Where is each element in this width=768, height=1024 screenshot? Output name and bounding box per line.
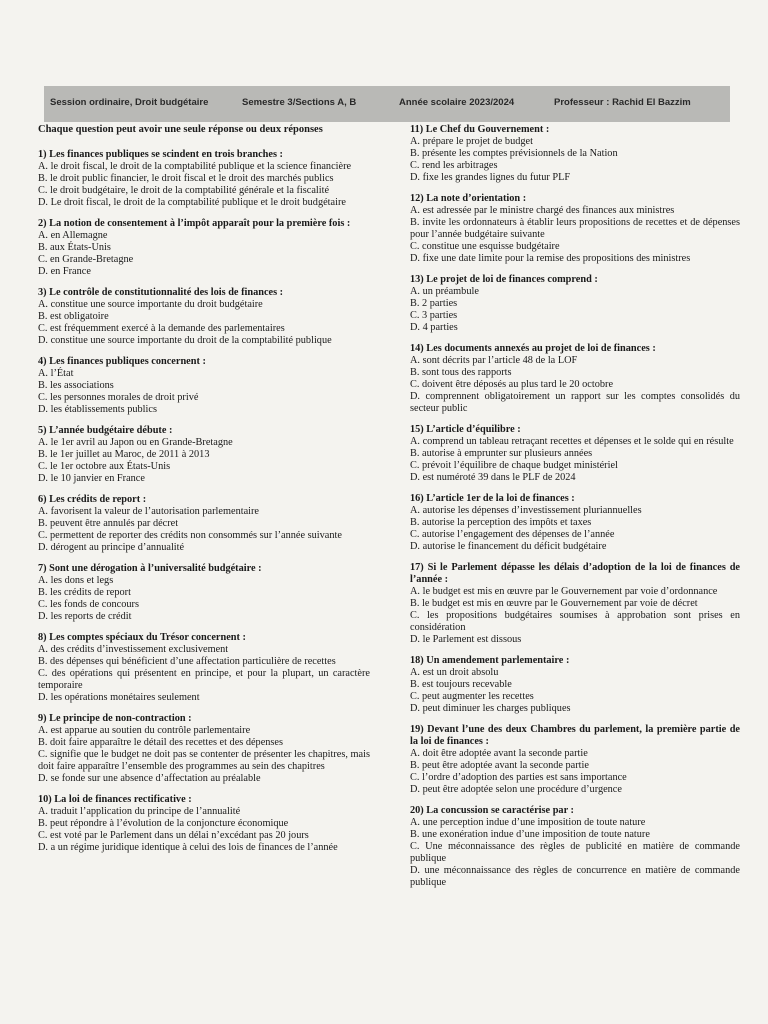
answer-option: D. les opérations monétaires seulement <box>38 692 200 703</box>
answer-option: C. les propositions budgétaires soumises à approbation sont prises en considération <box>410 610 740 633</box>
answer-option: A. le budget est mis en œuvre par le Gouvernement par voie d’ordonnance <box>410 586 718 597</box>
answer-option: A. constitue une source importante du droit budgétaire <box>38 299 263 310</box>
answer-option: A. un préambule <box>410 286 479 297</box>
question-block <box>410 493 740 553</box>
answer-option: D. autorise le financement du déficit budgétaire <box>410 541 607 552</box>
answer-option: C. autorise l’engagement des dépenses de l’année <box>410 529 615 540</box>
answer-option: B. autorise la perception des impôts et taxes <box>410 517 592 528</box>
answer-option: C. prévoit l’équilibre de chaque budget ministériel <box>410 460 618 471</box>
question-title: 11) Le Chef du Gouvernement : <box>410 124 550 135</box>
answer-option: D. peut diminuer les charges publiques <box>410 703 571 714</box>
question-block <box>38 632 370 704</box>
answer-option: D. en France <box>38 266 91 277</box>
question-title: 4) Les finances publiques concernent : <box>38 356 206 367</box>
answer-option: D. constitue une source importante du droit de la comptabilité publique <box>38 335 332 346</box>
answer-option: D. 4 parties <box>410 322 458 333</box>
answer-option: B. le droit public financier, le droit fiscal et le droit des marchés publics <box>38 173 334 184</box>
exam-header <box>44 86 730 122</box>
question-block <box>410 124 740 184</box>
answer-option: A. favorisent la valeur de l’autorisation parlementaire <box>38 506 260 517</box>
answer-option: D. se fonde sur une absence d’affectation au préalable <box>38 773 261 784</box>
question-title: 1) Les finances publiques se scindent en trois branches : <box>38 149 283 160</box>
answer-option: C. le droit budgétaire, le droit de la comptabilité générale et la fiscalité <box>38 185 330 196</box>
question-block <box>38 425 370 485</box>
answer-option: B. 2 parties <box>410 298 458 309</box>
answer-option: D. fixe les grandes lignes du futur PLF <box>410 172 571 183</box>
answer-option: C. en Grande-Bretagne <box>38 254 134 265</box>
question-title: 14) Les documents annexés au projet de loi de finances : <box>410 343 656 354</box>
answer-option: B. est obligatoire <box>38 311 109 322</box>
question-block <box>410 724 740 796</box>
answer-option: A. est adressée par le ministre chargé des finances aux ministres <box>410 205 675 216</box>
question-block <box>410 805 740 889</box>
session-label: Session ordinaire, Droit budgétaire <box>50 97 209 108</box>
answer-option: C. est fréquemment exercé à la demande des parlementaires <box>38 323 285 334</box>
answer-option: D. le Parlement est dissous <box>410 634 522 645</box>
instruction-text: Chaque question peut avoir une seule réponse ou deux réponses <box>38 124 323 135</box>
question-block <box>410 343 740 415</box>
question-title: 8) Les comptes spéciaux du Trésor concernent : <box>38 632 246 643</box>
answer-option: C. constitue une esquisse budgétaire <box>410 241 560 252</box>
answer-option: A. est un droit absolu <box>410 667 499 678</box>
question-block <box>410 655 740 715</box>
question-block <box>38 218 370 278</box>
question-title: 9) Le principe de non-contraction : <box>38 713 192 724</box>
answer-option: B. invite les ordonnateurs à établir leurs propositions de recettes et de dépenses pour l’année budgétaire suivante <box>410 217 740 240</box>
answer-option: A. autorise les dépenses d’investissement pluriannuelles <box>410 505 642 516</box>
question-title: 18) Un amendement parlementaire : <box>410 655 570 666</box>
question-title: 12) La note d’orientation : <box>410 193 527 204</box>
right-question-list <box>410 124 740 889</box>
answer-option: C. est voté par le Parlement dans un délai n’excédant pas 20 jours <box>38 830 309 841</box>
answer-option: C. doivent être déposés au plus tard le 20 octobre <box>410 379 614 390</box>
year-label: Année scolaire 2023/2024 <box>399 97 515 108</box>
answer-option: C. peut augmenter les recettes <box>410 691 534 702</box>
answer-option: D. comprennent obligatoirement un rapport sur les comptes consolidés du secteur public <box>410 391 740 414</box>
answer-option: D. les reports de crédit <box>38 611 132 622</box>
answer-option: A. une perception indue d’une imposition de toute nature <box>410 817 646 828</box>
answer-option: B. des dépenses qui bénéficient d’une affectation particulière de recettes <box>38 656 336 667</box>
question-block <box>38 563 370 623</box>
answer-option: B. peut répondre à l’évolution de la conjoncture économique <box>38 818 289 829</box>
answer-option: D. a un régime juridique identique à celui des lois de finances de l’année <box>38 842 338 853</box>
answer-option: B. peuvent être annulés par décret <box>38 518 179 529</box>
answer-option: B. aux États-Unis <box>38 242 111 253</box>
question-block <box>38 713 370 785</box>
answer-option: C. 3 parties <box>410 310 458 321</box>
semester-label: Semestre 3/Sections A, B <box>242 97 357 108</box>
answer-option: C. permettent de reporter des crédits non consommés sur l’année suivante <box>38 530 342 541</box>
answer-option: C. le 1er octobre aux États-Unis <box>38 461 171 472</box>
answer-option: A. est apparue au soutien du contrôle parlementaire <box>38 725 251 736</box>
left-column <box>38 124 370 863</box>
answer-option: A. l’État <box>38 368 74 379</box>
question-title: 10) La loi de finances rectificative : <box>38 794 192 805</box>
answer-option: A. les dons et legs <box>38 575 114 586</box>
answer-option: D. peut être adoptée selon une procédure d’urgence <box>410 784 622 795</box>
answer-option: A. traduit l’application du principe de l’annualité <box>38 806 241 817</box>
question-title: 20) La concussion se caractérise par : <box>410 805 574 816</box>
answer-option: D. dérogent au principe d’annualité <box>38 542 185 553</box>
question-block <box>410 193 740 265</box>
question-title: 5) L’année budgétaire débute : <box>38 425 173 436</box>
answer-option: B. sont tous des rapports <box>410 367 512 378</box>
question-block <box>38 149 370 209</box>
question-title: 3) Le contrôle de constitutionnalité des lois de finances : <box>38 287 284 298</box>
question-title: 16) L’article 1er de la loi de finances : <box>410 493 575 504</box>
answer-option: B. les associations <box>38 380 114 391</box>
answer-option: C. Une méconnaissance des règles de publicité en matière de commande publique <box>410 841 740 864</box>
question-block <box>410 424 740 484</box>
answer-option: D. fixe une date limite pour la remise des propositions des ministres <box>410 253 691 264</box>
answer-option: A. le droit fiscal, le droit de la comptabilité publique et la science financière <box>38 161 352 172</box>
answer-option: C. rend les arbitrages <box>410 160 498 171</box>
answer-option: B. est toujours recevable <box>410 679 512 690</box>
answer-option: B. une exonération indue d’une imposition de toute nature <box>410 829 650 840</box>
question-block <box>38 794 370 854</box>
answer-option: C. les personnes morales de droit privé <box>38 392 199 403</box>
question-title: 2) La notion de consentement à l’impôt apparaît pour la première fois : <box>38 218 351 229</box>
question-block <box>38 494 370 554</box>
answer-option: C. des opérations qui présentent en principe, et pour la plupart, un caractère temporaire <box>38 668 370 691</box>
answer-option: B. peut être adoptée avant la seconde partie <box>410 760 589 771</box>
answer-option: A. comprend un tableau retraçant recettes et dépenses et le solde qui en résulte <box>410 436 734 447</box>
answer-option: A. prépare le projet de budget <box>410 136 533 147</box>
answer-option: A. le 1er avril au Japon ou en Grande-Bretagne <box>38 437 233 448</box>
question-title: 15) L’article d’équilibre : <box>410 424 521 435</box>
question-block <box>38 287 370 347</box>
question-title: 19) Devant l’une des deux Chambres du parlement, la première partie de la loi de finances : <box>410 724 740 747</box>
answer-option: D. est numéroté 39 dans le PLF de 2024 <box>410 472 576 483</box>
answer-option: B. autorise à emprunter sur plusieurs années <box>410 448 593 459</box>
answer-option: D. le 10 janvier en France <box>38 473 145 484</box>
answer-option: A. sont décrits par l’article 48 de la LOF <box>410 355 578 366</box>
answer-option: C. signifie que le budget ne doit pas se contenter de présenter les chapitres, mais doit faire apparaître l’ensemble des programmes au sein des chapitres <box>38 749 370 772</box>
question-block <box>410 274 740 334</box>
question-title: 17) Si le Parlement dépasse les délais d’adoption de la loi de finances de l’année : <box>410 562 740 585</box>
left-question-list <box>38 149 370 854</box>
question-title: 13) Le projet de loi de finances comprend : <box>410 274 598 285</box>
question-title: 6) Les crédits de report : <box>38 494 147 505</box>
answer-option: A. doit être adoptée avant la seconde partie <box>410 748 588 759</box>
answer-option: A. des crédits d’investissement exclusivement <box>38 644 229 655</box>
answer-option: D. les établissements publics <box>38 404 157 415</box>
answer-option: B. présente les comptes prévisionnels de la Nation <box>410 148 618 159</box>
question-block <box>38 356 370 416</box>
right-column <box>410 124 740 898</box>
answer-option: B. doit faire apparaître le détail des recettes et des dépenses <box>38 737 284 748</box>
answer-option: B. le 1er juillet au Maroc, de 2011 à 2013 <box>38 449 210 460</box>
question-block <box>410 562 740 646</box>
answer-option: A. en Allemagne <box>38 230 108 241</box>
answer-option: D. Le droit fiscal, le droit de la comptabilité publique et le droit budgétaire <box>38 197 346 208</box>
answer-option: B. les crédits de report <box>38 587 131 598</box>
answer-option: D. une méconnaissance des règles de concurrence en matière de commande publique <box>410 865 740 888</box>
answer-option: C. les fonds de concours <box>38 599 139 610</box>
answer-option: B. le budget est mis en œuvre par le Gouvernement par voie de décret <box>410 598 698 609</box>
answer-option: C. l’ordre d’adoption des parties est sans importance <box>410 772 627 783</box>
professor-label: Professeur : Rachid El Bazzim <box>554 97 691 108</box>
question-title: 7) Sont une dérogation à l’universalité budgétaire : <box>38 563 262 574</box>
